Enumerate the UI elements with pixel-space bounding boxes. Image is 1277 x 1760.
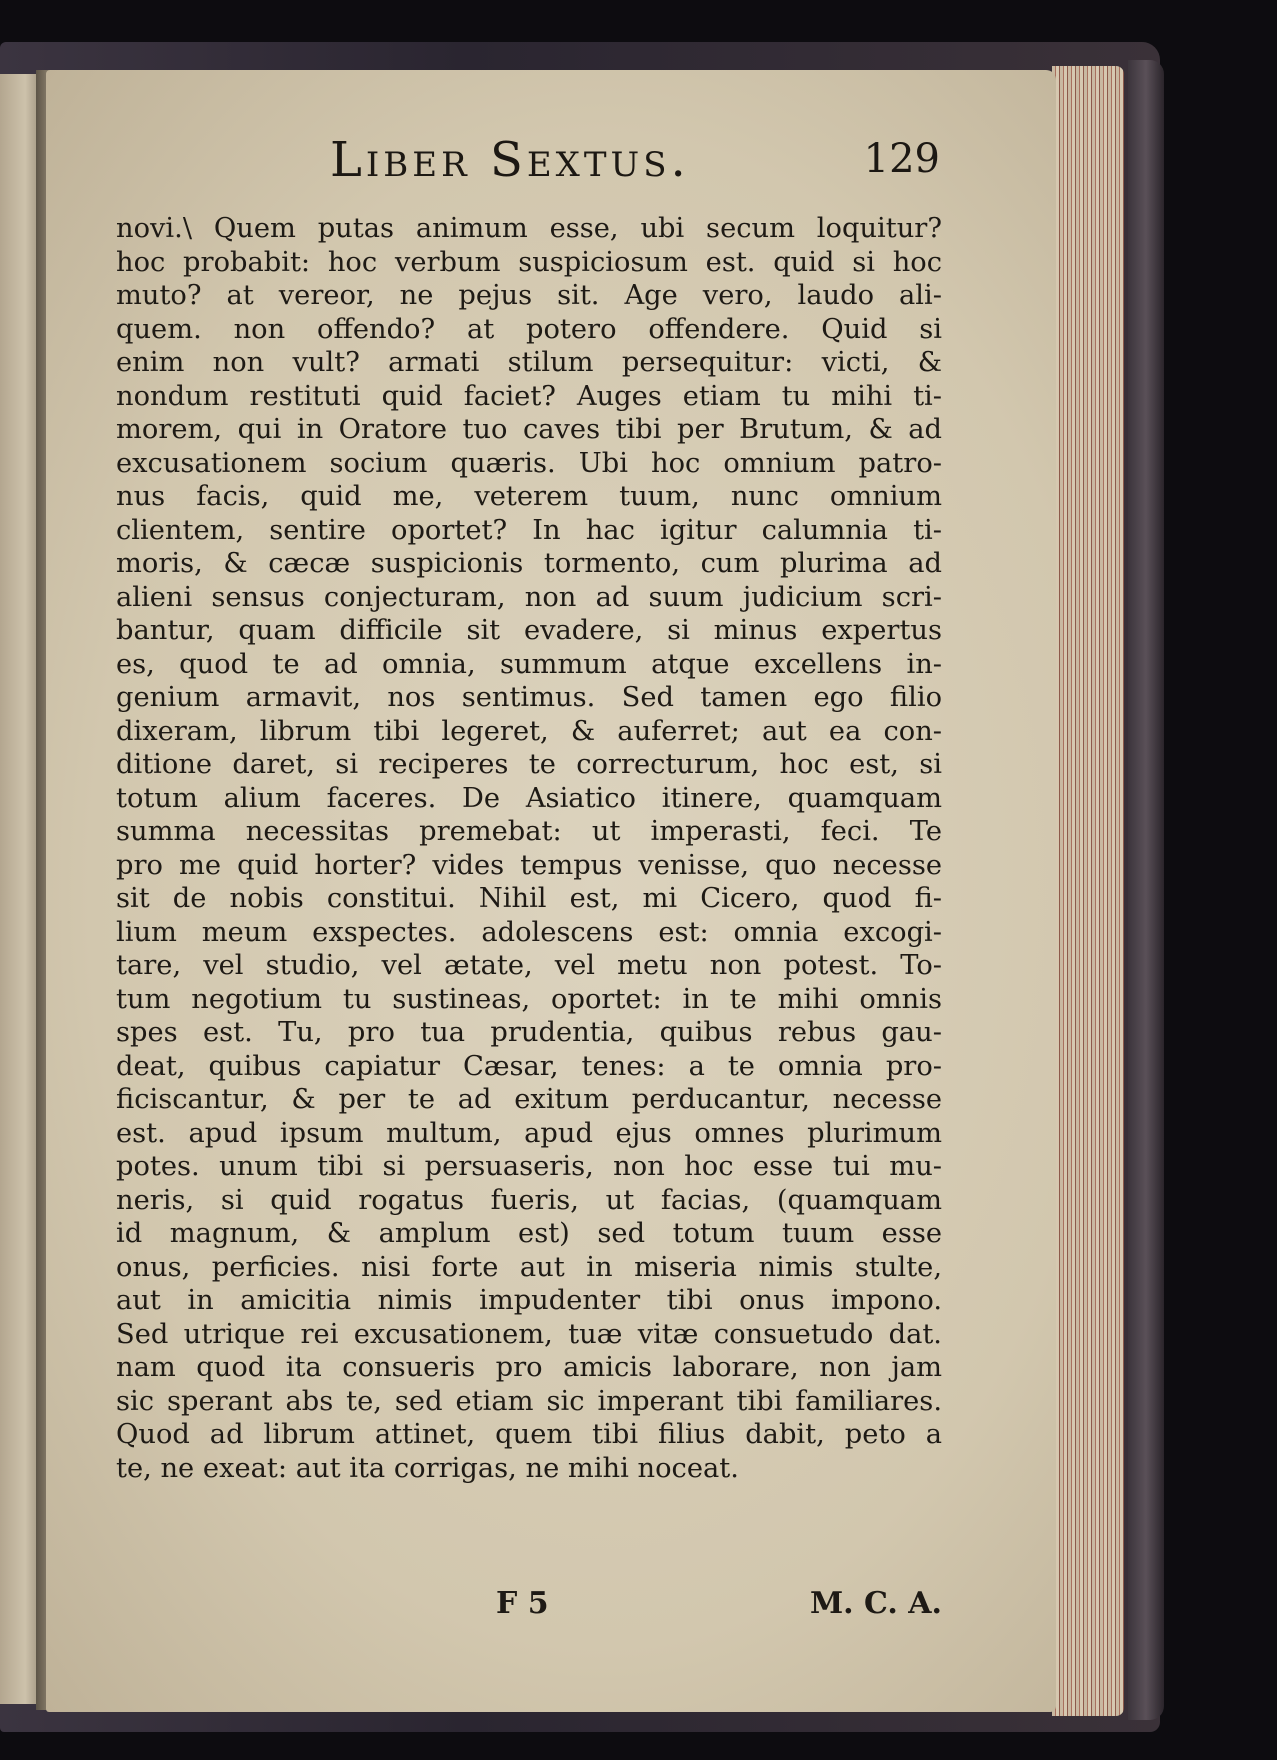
text-line: est. apud ipsum multum, apud ejus omnes plurimum bbox=[116, 1117, 942, 1149]
text-line: neris, si quid rogatus fueris, ut facias, (quamquam bbox=[116, 1184, 942, 1216]
text-line: ditione daret, si reciperes te correcturum, hoc est, si bbox=[116, 749, 942, 780]
text-line: dixeram, librum tibi legeret, & auferret; aut ea con- bbox=[116, 715, 942, 747]
text-line: genium armavit, nos sentimus. Sed tamen ego filio bbox=[116, 682, 942, 713]
page-number: 129 bbox=[863, 136, 940, 182]
page-footer bbox=[116, 1586, 942, 1626]
text-line: onus, perficies. nisi forte aut in miseria nimis stulte, bbox=[116, 1251, 942, 1283]
text-line: ficiscantur, & per te ad exitum perducantur, necesse bbox=[116, 1084, 942, 1115]
text-line: nondum restituti quid faciet? Auges etiam tu mihi ti- bbox=[116, 380, 942, 412]
text-line: deat, quibus capiatur Cæsar, tenes: a te omnia pro- bbox=[116, 1050, 942, 1082]
text-line: quem. non offendo? at potero offendere. Quid si bbox=[116, 313, 942, 345]
text-line: lium meum exspectes. adolescens est: omnia excogi- bbox=[116, 916, 942, 948]
text-line: te, ne exeat: aut ita corrigas, ne mihi noceat. bbox=[116, 1452, 739, 1484]
text-line: novi.\ Quem putas animum esse, ubi secum loquitur? bbox=[116, 213, 942, 244]
text-line: sit de nobis constitui. Nihil est, mi Cicero, quod fi- bbox=[116, 883, 942, 914]
running-head: Liber Sextus. bbox=[330, 132, 690, 188]
page-edges bbox=[1052, 66, 1124, 1716]
text-line: moris, & cæcæ suspicionis tormento, cum plurima ad bbox=[116, 548, 942, 579]
text-line: muto? at vereor, ne pejus sit. Age vero, laudo ali- bbox=[116, 280, 942, 311]
catchword: M. C. A. bbox=[809, 1586, 942, 1621]
text-line: spes est. Tu, pro tua prudentia, quibus rebus gau- bbox=[116, 1017, 942, 1048]
text-line: id magnum, & amplum est) sed totum tuum esse bbox=[116, 1218, 942, 1249]
text-line: nam quod ita consueris pro amicis laborare, non jam bbox=[116, 1352, 942, 1383]
text-line: morem, qui in Oratore tuo caves tibi per Brutum, & ad bbox=[116, 414, 942, 445]
text-line: es, quod te ad omnia, summum atque excellens in- bbox=[116, 648, 942, 680]
text-line: summa necessitas premebat: ut imperasti, feci. Te bbox=[116, 816, 942, 847]
text-line: enim non vult? armati stilum persequitur: victi, & bbox=[116, 347, 942, 378]
text-line: aut in amicitia nimis impudenter tibi onus impono. bbox=[116, 1285, 942, 1316]
text-line: Quod ad librum attinet, quem tibi filius dabit, peto a bbox=[116, 1419, 942, 1450]
text-line: alieni sensus conjecturam, non ad suum judicium scri- bbox=[116, 581, 942, 613]
text-line: hoc probabit: hoc verbum suspiciosum est. quid si hoc bbox=[116, 246, 942, 278]
page-header bbox=[330, 132, 940, 192]
text-line: pro me quid horter? vides tempus venisse, quo necesse bbox=[116, 849, 942, 881]
signature-mark: F 5 bbox=[496, 1586, 549, 1621]
text-line: Sed utrique rei excusationem, tuæ vitæ consuetudo dat. bbox=[116, 1318, 942, 1350]
text-line: potes. unum tibi si persuaseris, non hoc esse tui mu- bbox=[116, 1151, 942, 1182]
text-line: sic sperant abs te, sed etiam sic imperant tibi familiares. bbox=[116, 1385, 942, 1417]
text-line: totum alium faceres. De Asiatico itinere, quamquam bbox=[116, 782, 942, 814]
text-line: tare, vel studio, vel ætate, vel metu non potest. To- bbox=[116, 950, 942, 981]
text-line: bantur, quam difficile sit evadere, si minus expertus bbox=[116, 615, 942, 646]
text-line: nus facis, quid me, veterem tuum, nunc omnium bbox=[116, 481, 942, 512]
body-text bbox=[116, 212, 942, 1485]
text-line: tum negotium tu sustineas, oportet: in te mihi omnis bbox=[116, 983, 942, 1015]
back-cover-edge bbox=[1128, 60, 1164, 1720]
text-line: excusationem socium quæris. Ubi hoc omnium patro- bbox=[116, 447, 942, 479]
text-line: clientem, sentire oportet? In hac igitur calumnia ti- bbox=[116, 514, 942, 546]
